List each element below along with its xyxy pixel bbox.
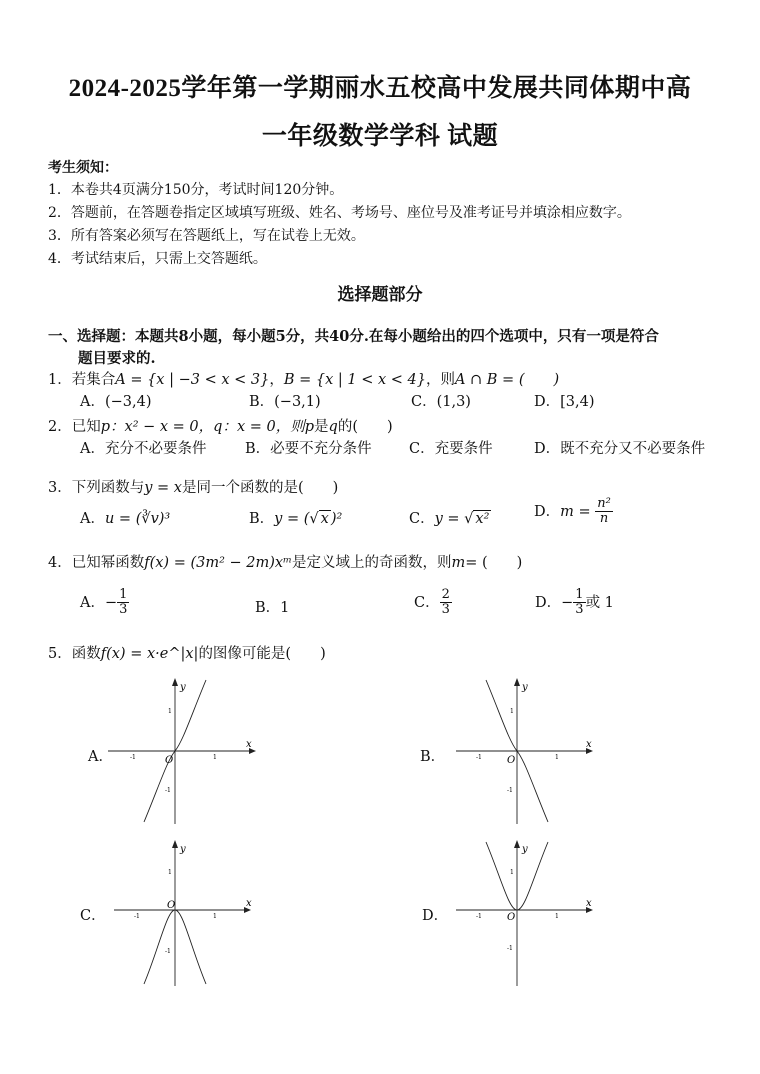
tick-top: 1 (510, 869, 514, 876)
tick-pos1: 1 (555, 754, 559, 761)
notice-heading: 考生须知： (48, 160, 118, 176)
tick-pos1: 1 (213, 913, 217, 920)
q2-option-a: A．充分不必要条件 (80, 441, 207, 457)
tick-top: 1 (510, 708, 514, 715)
section-heading-cont: 题目要求的. (78, 350, 156, 367)
q4-d-tail: 或 1 (585, 594, 614, 611)
q5-graph-b (446, 676, 606, 826)
q1-ask: A ∩ B = ( ) (454, 372, 560, 388)
x-label: x (586, 739, 592, 750)
q4-text-c: = ( ) (465, 555, 523, 571)
q5-expr: f(x) = x·e^|x| (100, 646, 199, 662)
q4-a-frac (117, 588, 129, 618)
q1-set-a: A = {x | −3 < x < 3} (115, 372, 270, 388)
y-label: y (522, 682, 528, 693)
q4-text: 已知幂函数 (71, 555, 145, 571)
q3-d-label: D． (534, 503, 561, 520)
q2-tail-end: 的( ) (337, 419, 393, 435)
q1-option-c: C．(1,3) (411, 394, 471, 410)
q1-number: 1． (48, 372, 72, 388)
q4-a-label: A． (80, 594, 105, 611)
q4-b-label: B． (255, 600, 281, 616)
q2-option-d: D．既不充分又不必要条件 (534, 441, 706, 457)
tick-bottom: -1 (165, 787, 171, 794)
y-label: y (522, 844, 528, 855)
q3-d-frac (595, 497, 613, 527)
q5-number: 5． (48, 646, 72, 662)
q2-p-label: p (100, 419, 111, 435)
q5-option-b-label: B． (420, 749, 446, 765)
page-title-line2: 一年级数学学科 试题 (261, 123, 499, 150)
q4-text-b: 是定义域上的奇函数，则 (291, 555, 452, 571)
q4-number: 4． (48, 555, 72, 571)
q3-c-rad: x² (475, 511, 490, 527)
q1-text: 若集合 (71, 372, 116, 388)
q4-c-frac (440, 588, 452, 618)
q3-option-b: B．y = (√ x )² (249, 511, 343, 527)
y-axis-arrow-icon (514, 840, 520, 848)
notice-item-1: 1．本卷共4页满分150分，考试时间120分钟。 (48, 182, 344, 198)
q5-graph-d (446, 838, 606, 988)
q5-text-b: 的图像可能是( ) (198, 646, 326, 662)
q4-a-den: 3 (119, 602, 128, 618)
x-label: x (246, 739, 252, 750)
q4-c-label: C． (414, 594, 440, 611)
q3-b-label: B． (249, 511, 275, 527)
q3-expr: y = x (144, 480, 182, 496)
q3-a-label: A． (80, 511, 105, 527)
q2-tail-mid: 是 (314, 419, 329, 435)
q4-a-num: 1 (119, 587, 128, 602)
tick-top: 1 (168, 708, 172, 715)
q1-text-b: ，则 (425, 372, 455, 388)
x-label: x (586, 898, 592, 909)
y-axis-arrow-icon (172, 678, 178, 686)
question-3 (48, 476, 338, 497)
q3-b-pre: y = ( (274, 511, 310, 527)
q3-d-den: n (599, 511, 609, 527)
tick-top: 1 (168, 869, 172, 876)
q3-number: 3． (48, 480, 72, 496)
q4-m: m (451, 555, 466, 571)
part-title: 选择题部分 (337, 285, 423, 305)
q4-d-den: 3 (575, 602, 584, 618)
q4-option-b (255, 596, 289, 617)
origin-label: O (167, 900, 176, 911)
notice-item-2: 2．答题前，在答题卷指定区域填写班级、姓名、考场号、座位号及准考证号并填涂相应数字。 (48, 205, 631, 221)
q3-b-post: )² (330, 511, 343, 527)
section-heading: 一、选择题：本题共8小题，每小题5分，共40分.在每小题给出的四个选项中，只有一项是符合 (48, 328, 659, 345)
q5-text: 函数 (71, 646, 101, 662)
y-axis-arrow-icon (514, 678, 520, 686)
tick-pos1: 1 (213, 754, 217, 761)
q4-d-frac (573, 588, 585, 618)
q1-option-b: B．(−3,1) (249, 394, 321, 410)
origin-label: O (507, 912, 516, 923)
q4-option-c (414, 588, 452, 618)
page-title-line1: 2024-2025学年第一学期丽水五校高中发展共同体期中高 (68, 75, 692, 102)
q2-option-c: C．充要条件 (409, 441, 493, 457)
q2-number: 2． (48, 419, 72, 435)
q5-option-a-label: A． (88, 749, 113, 765)
y-axis-arrow-icon (172, 840, 178, 848)
question-5 (48, 642, 326, 663)
q3-option-d (534, 497, 613, 527)
q4-expr: f(x) = (3m² − 2m)xᵐ (144, 555, 292, 571)
q2-text: 已知 (71, 419, 101, 435)
q2-q-expr: ：x = 0，则 (222, 419, 305, 435)
question-1 (48, 368, 559, 389)
q3-text: 下列函数与 (71, 480, 145, 496)
q4-option-d (535, 588, 614, 618)
question-4 (48, 551, 522, 572)
tick-bottom: -1 (507, 787, 513, 794)
tick-neg1: -1 (130, 754, 136, 761)
q3-b-rad: x (320, 511, 329, 527)
q4-d-sign: − (561, 594, 574, 611)
q3-c-pre: y = (434, 511, 465, 527)
q2-p-expr: ：x² − x = 0， (110, 419, 214, 435)
q1-option-a: A．(−3,4) (80, 394, 152, 410)
q2-q-label: q (213, 419, 223, 435)
q4-option-a (80, 588, 129, 618)
origin-label: O (507, 755, 516, 766)
q2-tail-q: q (328, 419, 338, 435)
tick-bottom: -1 (507, 945, 513, 952)
y-label: y (180, 682, 186, 693)
origin-label: O (165, 755, 174, 766)
q3-d-pre: m = (560, 503, 596, 520)
tick-bottom: -1 (165, 948, 171, 955)
q1-option-d: D．[3,4) (534, 394, 595, 410)
x-label: x (246, 898, 252, 909)
q2-option-b: B．必要不充分条件 (245, 441, 372, 457)
tick-pos1: 1 (555, 913, 559, 920)
q4-c-den: 3 (441, 602, 450, 618)
notice-item-3: 3．所有答案必须写在答题纸上，写在试卷上无效。 (48, 228, 365, 244)
tick-neg1: -1 (476, 913, 482, 920)
q3-a-expr: u = (∛v)³ (104, 511, 171, 527)
notice-item-4: 4．考试结束后，只需上交答题纸。 (48, 251, 267, 267)
q4-c-num: 2 (441, 587, 450, 602)
q3-text-b: 是同一个函数的是( ) (181, 480, 339, 496)
q3-d-num: n² (597, 496, 611, 511)
q5-graph-c (104, 838, 264, 988)
q1-sep: ， (269, 372, 284, 388)
q3-option-c: C．y = √ x² (409, 511, 490, 527)
q5-option-d-label: D． (422, 908, 449, 924)
q1-set-b: B = {x | 1 < x < 4} (283, 372, 426, 388)
question-2 (48, 415, 393, 436)
tick-neg1: -1 (134, 913, 140, 920)
q2-tail-p: p (304, 419, 315, 435)
tick-neg1: -1 (476, 754, 482, 761)
q4-a-sign: − (104, 594, 118, 611)
y-label: y (180, 844, 186, 855)
q4-b-val: 1 (280, 600, 290, 616)
q4-d-num: 1 (575, 587, 584, 602)
q4-d-label: D． (535, 594, 562, 611)
q5-graph-a (104, 676, 264, 826)
q3-option-a (80, 507, 170, 528)
q3-c-label: C． (409, 511, 435, 527)
q5-option-c-label: C． (80, 908, 106, 924)
